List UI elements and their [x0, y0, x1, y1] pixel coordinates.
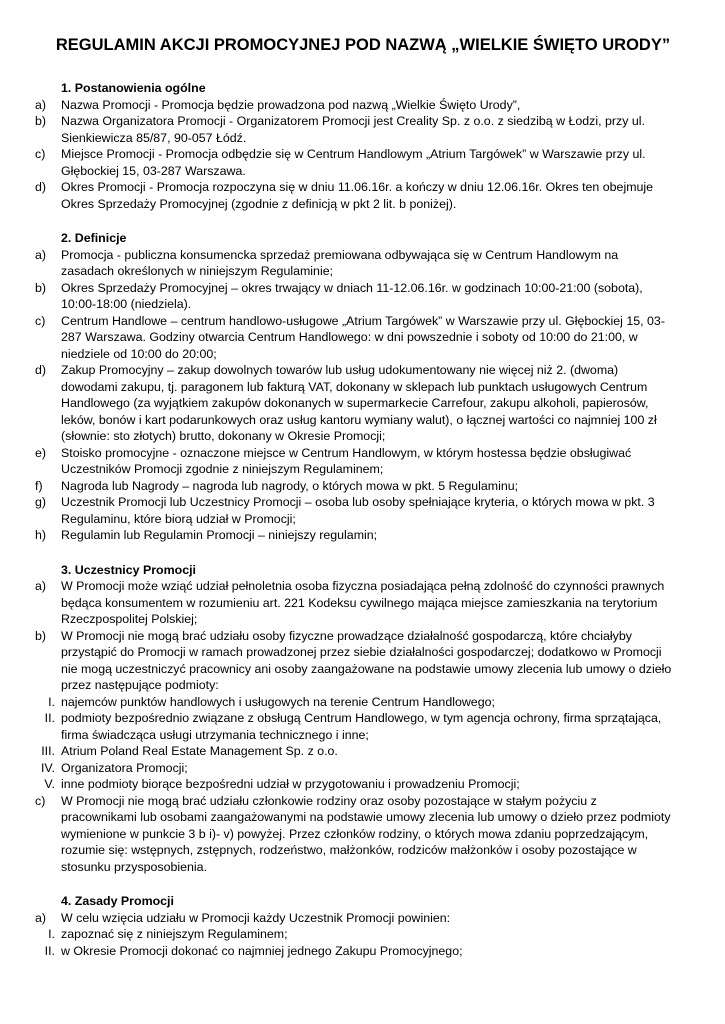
list-item [35, 776, 673, 793]
list-marker: a) [35, 579, 47, 593]
list-item-text: Nazwa Promocji - Promocja będzie prowadzona pod nazwą „Wielkie Święto Urody”, [61, 97, 521, 112]
list-item [35, 478, 673, 495]
list-item [35, 313, 673, 363]
list-marker: c) [35, 147, 46, 161]
list-item [35, 943, 673, 960]
section-title: 2. Definicje [61, 231, 127, 245]
list-item [35, 527, 673, 544]
list-item-text: Promocja - publiczna konsumencka sprzedaż premiowana odbywająca się w Centrum Handlowym na zasadach określonych w niniejszym Regulaminie; [61, 247, 619, 278]
section-3 [35, 562, 673, 876]
list-marker: a) [35, 910, 47, 925]
sections-container [35, 80, 673, 959]
list-marker: I. [48, 694, 55, 709]
list-marker: III. [41, 744, 55, 758]
list-marker: a) [35, 97, 47, 112]
list-marker: b) [35, 628, 47, 643]
list-item-text: Zakup Promocyjny – zakup dowolnych towarów lub usług udokumentowany nie więcej niż 2. (dwoma) dowodami zakupu, tj. paragonem lub fakturą VAT, dokonany w sklepach lub punktach usługowych Centrum Handlowego (za wyjątkiem zakupów dokonanych w supermarkecie Carrefour, zakupu alkoholi, papierosów, leków, bonów i kart podarunkowych oraz usług kantoru wymiany walut), o łącznej wartości co najmniej 100 zł (słownie: sto złotych) brutto, dokonany w Okresie Promocji; [61, 363, 657, 443]
list-item [35, 694, 673, 711]
list-item [35, 760, 673, 777]
list-item [35, 926, 673, 943]
list-item [35, 793, 673, 876]
list-item-text: Uczestnik Promocji lub Uczestnicy Promocji – osoba lub osoby spełniające kryteria, o których mowa w pkt. 3 Regulaminu, które biorą udział w Promocji; [61, 495, 655, 526]
list-item-text: W Promocji nie mogą brać udziału członkowie rodziny oraz osoby pozostające w stałym pożyciu z pracownikami lub osobami zaangażowanymi na podstawie umowy zlecenia lub umowy o dzieło przez podmioty wymienione w punkcie 3 b i)- v) powyżej. Przez członków rodziny, o których mowa zdaniu poprzedzającym, rozumie się: wstępnych, zstępnych, rodzeństwo, małżonków, rodziców małżonków i osoby pozostające w stosunku przysposobienia. [61, 793, 671, 874]
list-item [35, 113, 673, 146]
list-marker: e) [35, 445, 47, 460]
list-marker: c) [35, 793, 46, 808]
section-2 [35, 230, 673, 544]
list-item [35, 628, 673, 694]
list-item [35, 247, 673, 280]
list-item [35, 146, 673, 179]
list-item [35, 362, 673, 445]
section-title: 4. Zasady Promocji [61, 894, 174, 908]
list-marker: b) [35, 114, 47, 128]
list-item-text: Miejsce Promocji - Promocja odbędzie się w Centrum Handlowym „Atrium Targówek” w Warszawie przy ul. Głębockiej 15, 03-287 Warszawa. [61, 147, 646, 178]
list-marker: I. [48, 927, 55, 941]
list-item-text: Nazwa Organizatora Promocji - Organizatorem Promocji jest Creality Sp. z o.o. z siedzibą w Łodzi, przy ul. Sienkiewicza 85/87, 90-057 Łódź. [61, 114, 645, 145]
list-item [35, 494, 673, 527]
list-item [35, 445, 673, 478]
list-marker: II. [44, 711, 55, 725]
list-marker: c) [35, 313, 46, 328]
list-marker: b) [35, 280, 47, 295]
list-item-text: podmioty bezpośrednio związane z obsługą Centrum Handlowego, w tym agencja ochrony, firma sprzątająca, firma świadcząca usługi utrzymania technicznego i inne; [61, 711, 662, 742]
list-item-text: Regulamin lub Regulamin Promocji – niniejszy regulamin; [61, 528, 378, 542]
list-item [35, 710, 673, 743]
list-item-text: W Promocji nie mogą brać udziału osoby fizyczne prowadzące działalność gospodarczą, które chciałyby przystąpić do Promocji w ramach prowadzonej przez siebie działalności gospodarczej; dodatkowo w Promocji nie mogą uczestniczyć pracownicy ani osoby zaangażowane na podstawie umowy zlecenia lub umowy o dzieło przez następujące podmioty: [61, 628, 672, 692]
list-item-text: Centrum Handlowe – centrum handlowo-usługowe „Atrium Targówek” w Warszawie przy ul. Głębockiej 15, 03-287 Warszawa. Godziny otwarcia Centrum Handlowego: w dni powszednie i soboty od 10:00 do 21:00, w niedziele od 10:00 do 20:00; [61, 313, 665, 361]
list-item-text: Stoisko promocyjne - oznaczone miejsce w Centrum Handlowym, w którym hostessa będzie obsługiwać Uczestników Promocji zgodnie z niniejszym Regulaminem; [61, 445, 632, 476]
list-item-text: zapoznać się z niniejszym Regulaminem; [61, 927, 288, 941]
list-marker: a) [35, 247, 47, 262]
list-marker: g) [35, 495, 47, 509]
list-item-text: Nagroda lub Nagrody – nagroda lub nagrody, o których mowa w pkt. 5 Regulaminu; [61, 478, 519, 493]
list-item-text: Organizatora Promocji; [61, 760, 188, 775]
list-marker: h) [35, 528, 47, 542]
section-1 [35, 80, 673, 212]
section-title: 1. Postanowienia ogólne [61, 81, 206, 95]
list-item-text: najemców punktów handlowych i usługowych na terenie Centrum Handlowego; [61, 694, 495, 709]
list-marker: II. [44, 943, 55, 958]
document-title: REGULAMIN AKCJI PROMOCYJNEJ POD NAZWĄ „WIELKIE ŚWIĘTO URODY” [55, 36, 671, 54]
list-item [35, 910, 673, 927]
list-marker: V. [44, 777, 55, 791]
list-item-text: inne podmioty biorące bezpośredni udział w przygotowaniu i prowadzeniu Promocji; [61, 777, 520, 791]
list-item-text: W Promocji może wziąć udział pełnoletnia osoba fizyczna posiadająca pełną zdolność do czynności prawnych będąca konsumentem w rozumieniu art. 221 Kodeksu cywilnego mająca miejsce zamieszkania na terytorium Rzeczpospolitej Polskiej; [61, 579, 665, 626]
list-marker: f) [35, 478, 43, 493]
list-item [35, 97, 673, 114]
section-title: 3. Uczestnicy Promocji [61, 562, 196, 577]
list-item [35, 578, 673, 628]
list-item-text: Okres Sprzedaży Promocyjnej – okres trwający w dniach 11-12.06.16r. w godzinach 10:00-21:00 (sobota), 10:00-18:00 (niedziela). [61, 280, 643, 311]
section-4 [35, 893, 673, 959]
list-item [35, 743, 673, 760]
list-item [35, 179, 673, 212]
list-marker: d) [35, 180, 47, 194]
list-item-text: W celu wzięcia udziału w Promocji każdy Uczestnik Promocji powinien: [61, 910, 451, 925]
list-item-text: Atrium Poland Real Estate Management Sp. z o.o. [61, 744, 338, 758]
list-item-text: w Okresie Promocji dokonać co najmniej jednego Zakupu Promocyjnego; [61, 943, 463, 958]
list-marker: d) [35, 363, 47, 377]
list-marker: IV. [40, 760, 55, 775]
list-item-text: Okres Promocji - Promocja rozpoczyna się w dniu 11.06.16r. a kończy w dniu 12.06.16r. Okres ten obejmuje Okres Sprzedaży Promocyjnej (zgodnie z definicją w pkt 2 lit. b poniżej). [61, 180, 654, 211]
list-item [35, 280, 673, 313]
